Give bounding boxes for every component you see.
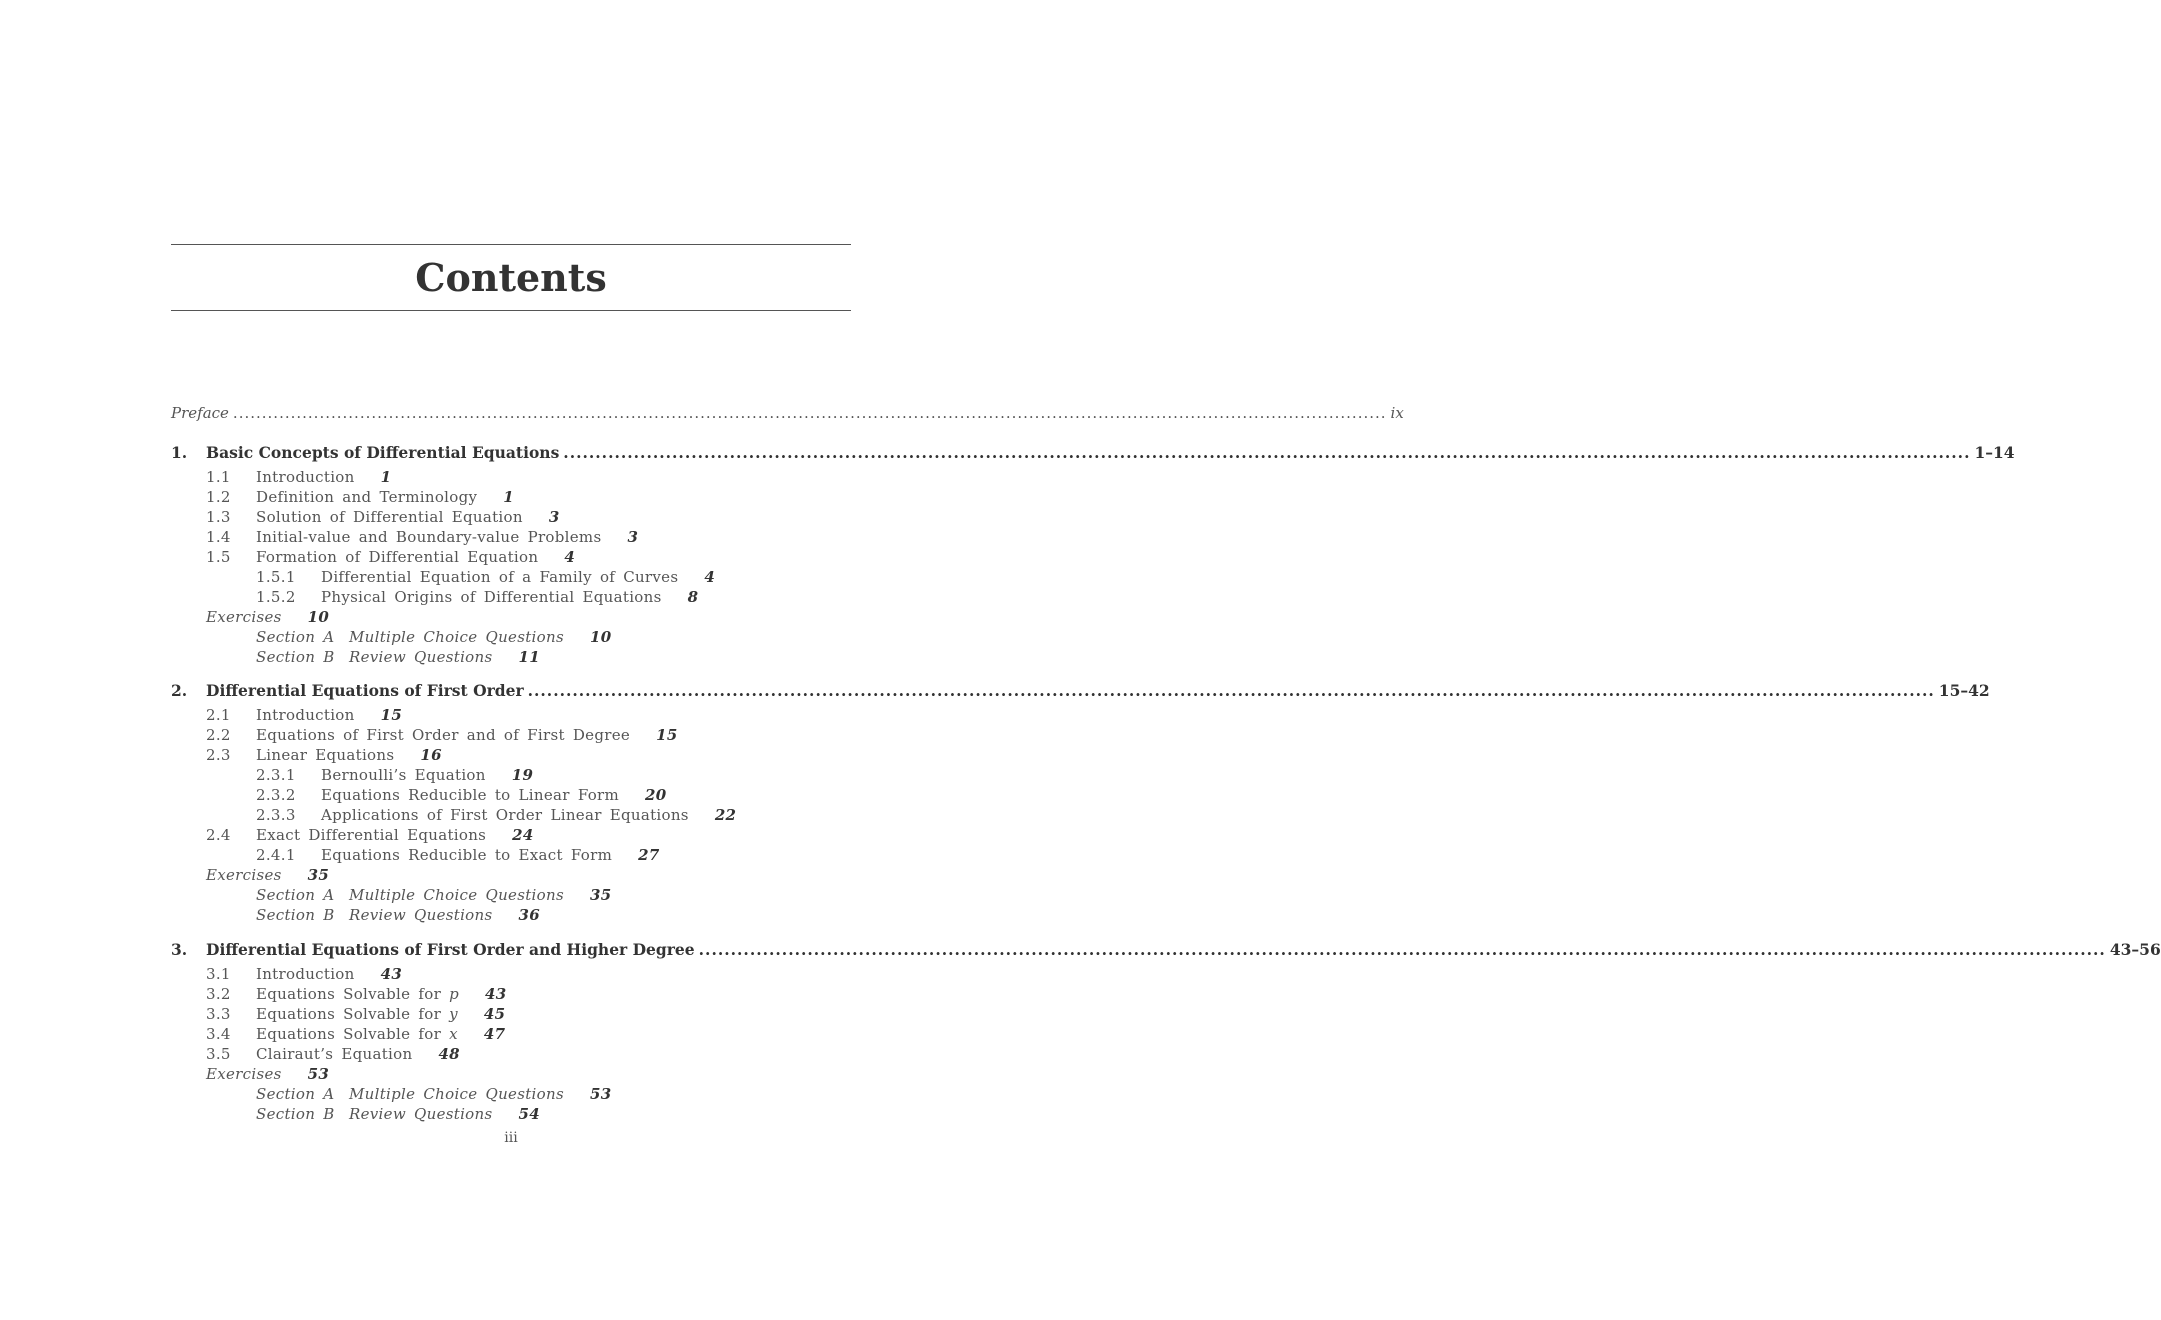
section-label: Introduction [256, 706, 355, 724]
entry-page: 19 [511, 766, 534, 784]
exercises-label: Exercises [206, 866, 282, 884]
section-number: 3.2 [206, 985, 231, 1003]
section-number: 1.1 [206, 468, 231, 486]
chapter-pages: 15–42 [1938, 681, 1990, 700]
title-rule-bottom [171, 310, 851, 311]
subsection-number: 1.5.1 [256, 568, 296, 586]
entry-page: 10 [307, 608, 330, 626]
section-label: Equations Solvable for [256, 1005, 442, 1023]
toc-section[interactable] [206, 825, 534, 845]
exercise-section-label: Multiple Choice Questions [349, 628, 564, 646]
toc-exercises[interactable] [206, 865, 329, 885]
entry-page: 45 [483, 1005, 506, 1023]
chapter-number: 3. [171, 940, 188, 959]
entry-page: 16 [420, 746, 442, 764]
exercise-section-label: Review Questions [349, 906, 493, 924]
entry-page: 24 [512, 826, 534, 844]
toc-exercise-section[interactable] [256, 647, 540, 667]
subsection-number: 2.3.2 [256, 786, 296, 804]
toc-section[interactable] [206, 527, 638, 547]
exercise-section-label: Review Questions [349, 648, 493, 666]
toc-page [171, 0, 2161, 1320]
toc-subsection[interactable] [256, 567, 715, 587]
exercise-section-label: Multiple Choice Questions [349, 886, 564, 904]
toc-section[interactable] [206, 705, 402, 725]
section-label: Equations Solvable for [256, 1025, 442, 1043]
section-number: 2.4 [206, 826, 231, 844]
section-label: Equations Solvable for [256, 985, 442, 1003]
toc-subsection[interactable] [256, 785, 667, 805]
exercise-section-number: Section A [256, 886, 335, 904]
section-number: 2.3 [206, 746, 231, 764]
entry-page: 1 [380, 468, 392, 486]
chapter-title: Differential Equations of First Order and Higher Degree [206, 940, 695, 959]
toc-exercise-section[interactable] [256, 885, 611, 905]
section-number: 2.1 [206, 706, 231, 724]
chapter-pages: 43–56 [2109, 940, 2161, 959]
entry-page: 54 [518, 1105, 540, 1123]
toc-exercise-section[interactable] [256, 1084, 611, 1104]
toc-subsection[interactable] [256, 805, 736, 825]
toc-exercises[interactable] [206, 1064, 329, 1084]
entry-page: 53 [589, 1085, 612, 1103]
subsection-number: 2.4.1 [256, 846, 296, 864]
subsection-label: Differential Equation of a Family of Curves [321, 568, 679, 586]
exercise-section-number: Section B [256, 906, 335, 924]
entry-page: 11 [518, 648, 540, 666]
section-label: Solution of Differential Equation [256, 508, 523, 526]
page-title: Contents [415, 255, 607, 300]
subsection-label: Equations Reducible to Exact Form [321, 846, 613, 864]
title-rule-top [171, 244, 851, 245]
entry-page: 10 [589, 628, 612, 646]
toc-section[interactable] [206, 745, 442, 765]
entry-page: 22 [714, 806, 737, 824]
toc-section[interactable] [206, 1044, 460, 1064]
exercise-section-number: Section A [256, 1085, 335, 1103]
exercises-label: Exercises [206, 608, 282, 626]
section-number: 1.2 [206, 488, 231, 506]
section-label: Exact Differential Equations [256, 826, 487, 844]
section-label: Formation of Differential Equation [256, 548, 539, 566]
subsection-number: 1.5.2 [256, 588, 296, 606]
section-number: 3.5 [206, 1045, 231, 1063]
section-label: Initial-value and Boundary-value Problems [256, 528, 602, 546]
section-label: Equations of First Order and of First Degree [256, 726, 631, 744]
toc-section[interactable] [206, 964, 402, 984]
entry-page: 20 [645, 786, 667, 804]
section-number: 1.4 [206, 528, 231, 546]
toc-exercise-section[interactable] [256, 627, 611, 647]
toc-section[interactable] [206, 467, 391, 487]
math-variable: p [449, 985, 460, 1003]
section-label: Introduction [256, 965, 355, 983]
toc-exercises[interactable] [206, 607, 329, 627]
entry-page: 48 [438, 1045, 460, 1063]
exercise-section-label: Review Questions [349, 1105, 493, 1123]
section-number: 3.4 [206, 1025, 231, 1043]
toc-section[interactable] [206, 725, 678, 745]
leader-dots: ............................................................................................................................................................................................................................ [698, 940, 2106, 959]
page-number: iii [504, 1130, 518, 1146]
subsection-label: Physical Origins of Differential Equations [321, 588, 662, 606]
entry-page: 8 [687, 588, 699, 606]
chapter-title: Basic Concepts of Differential Equations [206, 443, 560, 462]
section-number: 1.5 [206, 548, 231, 566]
toc-subsection[interactable] [256, 845, 660, 865]
toc-subsection[interactable] [256, 765, 533, 785]
entry-page: 3 [548, 508, 560, 526]
toc-section[interactable] [206, 547, 575, 567]
section-label: Linear Equations [256, 746, 395, 764]
toc-chapter[interactable] [171, 940, 2161, 960]
entry-page: 4 [564, 548, 576, 566]
chapter-number: 2. [171, 681, 188, 700]
entry-page: 35 [589, 886, 612, 904]
math-variable: x [449, 1025, 458, 1043]
exercise-section-label: Multiple Choice Questions [349, 1085, 564, 1103]
entry-page: 36 [518, 906, 540, 924]
toc-section[interactable] [206, 507, 560, 527]
subsection-label: Applications of First Order Linear Equations [321, 806, 689, 824]
entry-page: 27 [638, 846, 660, 864]
entry-page: 35 [307, 866, 330, 884]
chapter-title: Differential Equations of First Order [206, 681, 524, 700]
leader-dots: ........................................................................................................................................................................................................ [232, 404, 1387, 422]
entry-page: 43 [485, 985, 507, 1003]
section-label: Definition and Terminology [256, 488, 478, 506]
entry-page: 43 [380, 965, 403, 983]
subsection-number: 2.3.1 [256, 766, 296, 784]
toc-preface[interactable] [171, 403, 1404, 423]
exercise-section-number: Section B [256, 1105, 335, 1123]
preface-page: ix [1390, 404, 1404, 422]
toc-exercise-section[interactable] [256, 905, 540, 925]
section-number: 2.2 [206, 726, 231, 744]
chapter-number: 1. [171, 443, 188, 462]
toc-section[interactable] [206, 1004, 505, 1024]
entry-page: 3 [627, 528, 639, 546]
leader-dots: ............................................................................................................................................................................................................................ [527, 681, 1935, 700]
math-variable: y [449, 1005, 458, 1023]
section-label: Introduction [256, 468, 355, 486]
entry-page: 15 [380, 706, 403, 724]
toc-section[interactable] [206, 984, 507, 1004]
chapter-pages: 1–14 [1974, 443, 2015, 462]
exercises-label: Exercises [206, 1065, 282, 1083]
section-number: 3.1 [206, 965, 231, 983]
entry-page: 15 [656, 726, 678, 744]
toc-section[interactable] [206, 487, 514, 507]
entry-page: 53 [307, 1065, 330, 1083]
toc-section[interactable] [206, 1024, 505, 1044]
toc-subsection[interactable] [256, 587, 698, 607]
section-label: Clairaut’s Equation [256, 1045, 413, 1063]
section-number: 3.3 [206, 1005, 231, 1023]
subsection-label: Bernoulli’s Equation [321, 766, 486, 784]
entry-page: 1 [503, 488, 515, 506]
preface-label: Preface [171, 404, 229, 422]
toc-chapter[interactable] [171, 443, 2015, 463]
exercise-section-number: Section B [256, 648, 335, 666]
leader-dots: ............................................................................................................................................................................................................................ [563, 443, 1971, 462]
toc-chapter[interactable] [171, 681, 1990, 701]
subsection-number: 2.3.3 [256, 806, 296, 824]
section-number: 1.3 [206, 508, 231, 526]
entry-page: 47 [483, 1025, 506, 1043]
exercise-section-number: Section A [256, 628, 335, 646]
entry-page: 4 [704, 568, 716, 586]
subsection-label: Equations Reducible to Linear Form [321, 786, 620, 804]
toc-exercise-section[interactable] [256, 1104, 540, 1124]
